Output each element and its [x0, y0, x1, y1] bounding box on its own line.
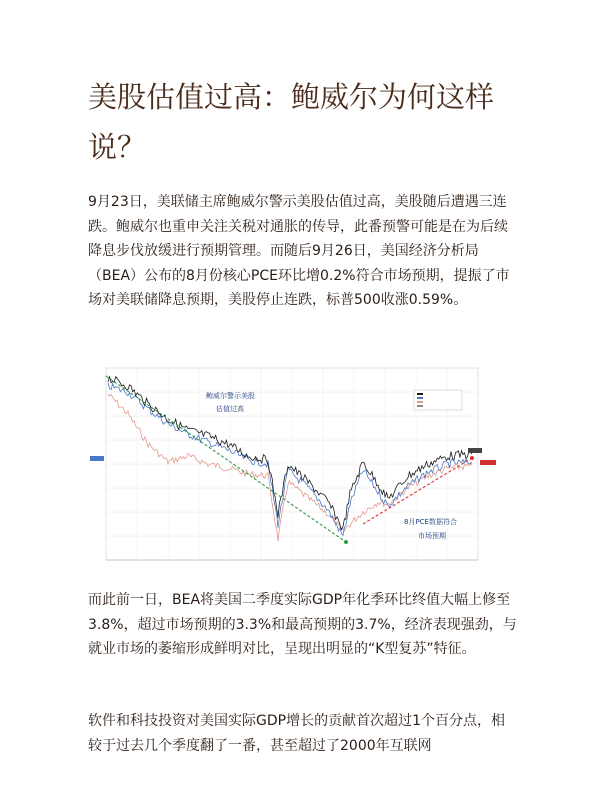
- annotation-pce-line2: 市场预期: [418, 532, 446, 540]
- right-axis-marker-dark: [468, 448, 482, 453]
- annotation-powell-warning-line1: 鲍威尔警示美股: [206, 392, 255, 400]
- right-axis-marker-red: [480, 460, 496, 465]
- uptrend-end-marker: [470, 456, 474, 460]
- market-chart-svg: [88, 364, 512, 576]
- article-paragraph-3: 软件和科技投资对美国实际GDP增长的贡献首次超过1个百分点，相较于过去几个季度翻了一番，甚至超过了2000年互联网: [88, 713, 505, 754]
- market-chart-image: [88, 364, 512, 576]
- left-axis-marker: [90, 456, 104, 461]
- chart-legend: [414, 390, 462, 410]
- downtrend-end-marker: [344, 540, 348, 544]
- annotation-pce-line1: 8月PCE数据符合: [404, 518, 457, 526]
- article-paragraph-1: 9月23日，美联储主席鲍威尔警示美股估值过高，美股随后遭遇三连跌。鲍威尔也重申关注关税对通胀的传导，此番预警可能是在为后续降息步伐放缓进行预期管理。而随后9月26日，美国经济分析局（BEA）公布的8月份核心PCE环比增0.2%符合市场预期，提振了市场对美联储降息预期，美股停止连跌，标普500收涨0.59%。: [88, 194, 510, 308]
- annotation-powell-warning-line2: 估值过高: [216, 405, 244, 413]
- article-title: 美股估值过高：鲍威尔为何这样说？: [88, 80, 495, 164]
- article-paragraph-2: 而此前一日，BEA将美国二季度实际GDP年化季环比终值大幅上修至3.8%，超过市场预期的3.3%和最高预期的3.7%，经济表现强劲，与就业市场的萎缩形成鲜明对比，呈现出明显的“K型复苏”特征。: [88, 592, 517, 657]
